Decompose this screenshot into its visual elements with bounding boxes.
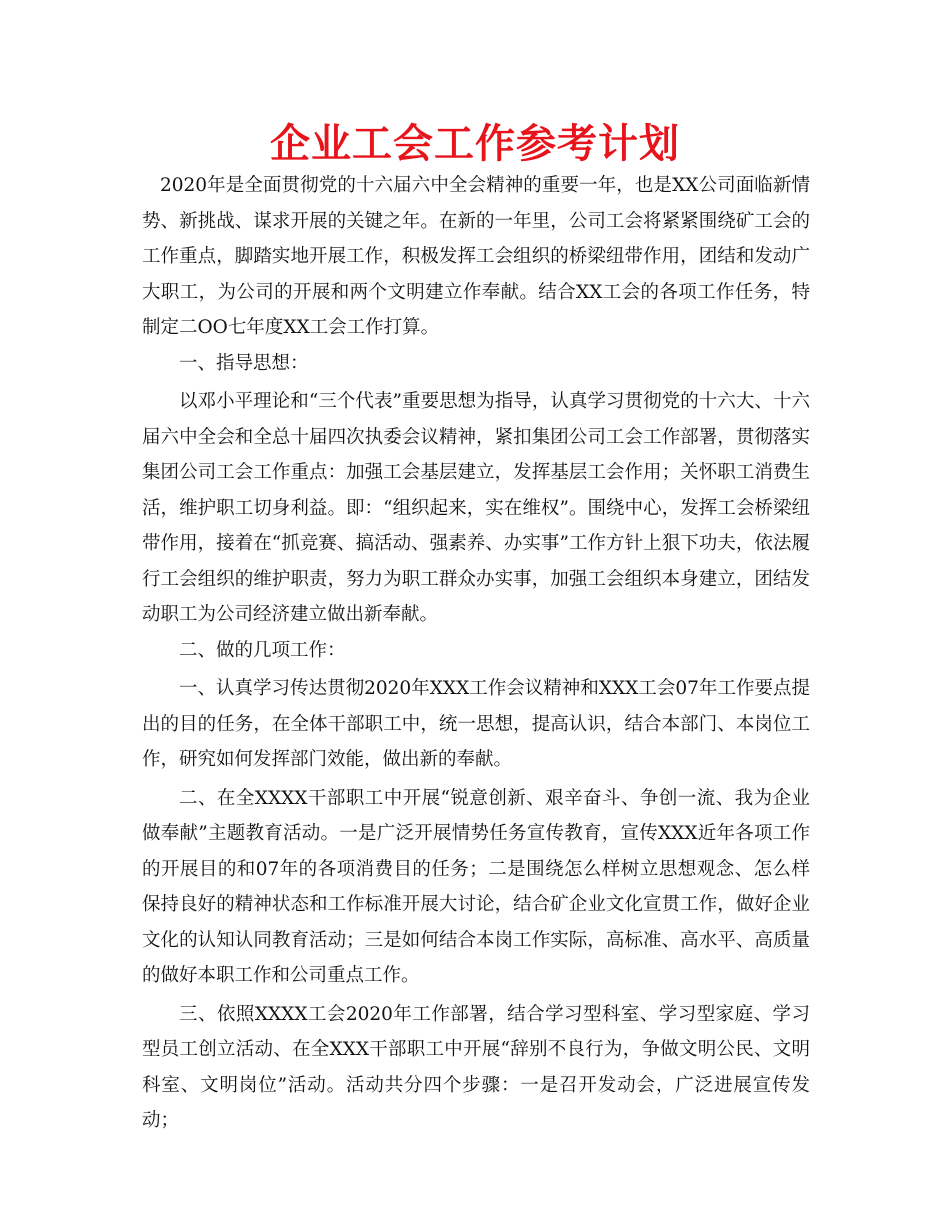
intro-paragraph: 2020年是全面贯彻党的十六届六中全会精神的重要一年，也是XX公司面临新情势、新挑战、谋求开展的关键之年。在新的一年里，公司工会将紧紧围绕矿工会的工作重点，脚踏实地开展工作，积极发挥工会组织的桥梁纽带作用，团结和发动广大职工，为公司的开展和两个文明建立作奉献。结合XX工会的各项工作任务，特制定二OO七年度XX工会工作打算。 (142, 175, 810, 338)
work-item-1-paragraph: 一、认真学习传达贯彻2020年XXX工作会议精神和XXX工会07年工作要点提出的目的任务，在全体干部职工中，统一思想，提高认识，结合本部门、本岗位工作，研究如何发挥部门效能，做出新的奉献。 (142, 678, 810, 770)
document-title: 企业工会工作参考计划 (270, 121, 680, 167)
work-item-2-paragraph: 二、在全XXXX干部职工中开展“锐意创新、艰辛奋斗、争创一流、我为企业做奉献”主题教育活动。一是广泛开展情势任务宣传教育，宣传XXX近年各项工作的开展目的和07年的各项消费目的任务；二是围绕怎么样树立思想观念、怎么样保持良好的精神状态和工作标准开展大讨论，结合矿企业文化宣贯工作，做好企业文化的认知认同教育活动；三是如何结合本岗工作实际，高标准、高水平、高质量的做好本职工作和公司重点工作。 (142, 787, 810, 986)
work-item-3-paragraph: 三、依照XXXX工会2020年工作部署，结合学习型科室、学习型家庭、学习型员工创立活动、在全XXX干部职工中开展“辞别不良行为，争做文明公民、文明科室、文明岗位”活动。活动共分四个步骤：一是召开发动会，广泛进展宣传发动； (142, 1003, 810, 1131)
guiding-thought-paragraph: 以邓小平理论和“三个代表”重要思想为指导，认真学习贯彻党的十六大、十六届六中全会和全总十届四次执委会议精神，紧扣集团公司工会工作部署，贯彻落实集团公司工会工作重点：加强工会基层建立，发挥基层工会作用；关怀职工消费生活，维护职工切身利益。即：“组织起来，实在维权”。围绕中心，发挥工会桥梁纽带作用，接着在“抓竞赛、搞活动、强素养、办实事”工作方针上狠下功夫，依法履行工会组织的维护职责，努力为职工群众办实事，加强工会组织本身建立，团结发动职工为公司经济建立做出新奉献。 (142, 391, 810, 625)
section-heading-guiding-thought: 一、指导思想： (179, 352, 309, 374)
document-body (142, 168, 810, 1139)
section-heading-work-items: 二、做的几项工作： (179, 639, 346, 661)
